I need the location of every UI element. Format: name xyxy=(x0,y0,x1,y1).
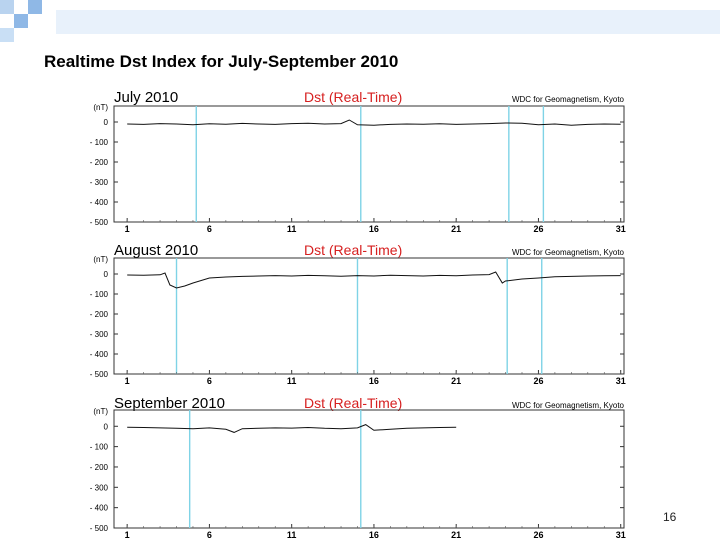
y-tick-label: 0 xyxy=(103,270,108,279)
x-tick-label: 6 xyxy=(206,224,212,234)
chart-panel-3 xyxy=(90,395,626,540)
x-tick-label: 26 xyxy=(533,224,544,234)
y-unit-label: (nT) xyxy=(93,103,108,112)
chart-subtitle: Dst (Real-Time) xyxy=(304,89,403,105)
x-tick-label: 16 xyxy=(368,224,379,234)
y-tick-label: 0 xyxy=(103,118,108,127)
x-tick-label: 1 xyxy=(124,530,130,540)
x-tick-label: 31 xyxy=(615,224,626,234)
y-tick-label: - 300 xyxy=(89,330,108,339)
dst-series-line xyxy=(127,272,621,288)
x-tick-label: 11 xyxy=(286,530,297,540)
y-tick-label: - 400 xyxy=(89,198,108,207)
page-number: 16 xyxy=(663,510,677,524)
x-tick-label: 1 xyxy=(124,376,130,386)
x-tick-label: 16 xyxy=(368,530,379,540)
x-tick-label: 11 xyxy=(286,376,297,386)
x-tick-label: 31 xyxy=(615,376,626,386)
y-tick-label: - 300 xyxy=(89,178,108,187)
y-tick-label: 0 xyxy=(103,422,108,432)
x-tick-label: 1 xyxy=(124,224,130,234)
chart-title: August 2010 xyxy=(114,242,199,259)
x-tick-label: 16 xyxy=(368,376,379,386)
y-tick-label: - 200 xyxy=(89,462,108,472)
x-tick-label: 31 xyxy=(615,530,626,540)
y-tick-label: - 100 xyxy=(89,138,108,147)
x-tick-label: 11 xyxy=(286,224,297,234)
chart-title: July 2010 xyxy=(114,89,179,106)
plot-frame xyxy=(114,410,624,528)
y-tick-label: - 100 xyxy=(89,290,108,299)
slide-title: Realtime Dst Index for July-September 2010 xyxy=(44,52,399,71)
chart-subtitle: Dst (Real-Time) xyxy=(304,242,403,258)
chart-source: WDC for Geomagnetism, Kyoto xyxy=(511,248,624,257)
x-tick-label: 21 xyxy=(451,224,462,234)
chart-subtitle: Dst (Real-Time) xyxy=(304,395,403,411)
chart-source: WDC for Geomagnetism, Kyoto xyxy=(511,401,624,410)
x-tick-label: 26 xyxy=(533,376,544,386)
y-tick-label: - 300 xyxy=(89,483,108,493)
chart-title: September 2010 xyxy=(114,395,225,412)
y-tick-label: - 200 xyxy=(89,158,108,167)
x-tick-label: 26 xyxy=(533,530,544,540)
y-tick-label: - 400 xyxy=(89,503,108,513)
x-tick-label: 6 xyxy=(206,376,212,386)
x-tick-label: 6 xyxy=(206,530,212,540)
chart-source: WDC for Geomagnetism, Kyoto xyxy=(511,95,624,104)
y-tick-label: - 500 xyxy=(89,218,108,227)
plot-frame xyxy=(114,106,624,222)
y-tick-label: - 100 xyxy=(89,442,108,452)
y-tick-label: - 500 xyxy=(89,524,108,533)
y-tick-label: - 500 xyxy=(89,370,108,379)
y-tick-label: - 400 xyxy=(89,350,108,359)
chart-panel-2 xyxy=(90,242,626,386)
dst-series-line xyxy=(127,425,456,433)
dst-series-line xyxy=(127,120,621,125)
y-unit-label: (nT) xyxy=(93,255,108,264)
x-tick-label: 21 xyxy=(451,530,462,540)
chart-panel-1 xyxy=(90,89,626,234)
y-tick-label: - 200 xyxy=(89,310,108,319)
y-unit-label: (nT) xyxy=(93,407,108,416)
x-tick-label: 21 xyxy=(451,376,462,386)
